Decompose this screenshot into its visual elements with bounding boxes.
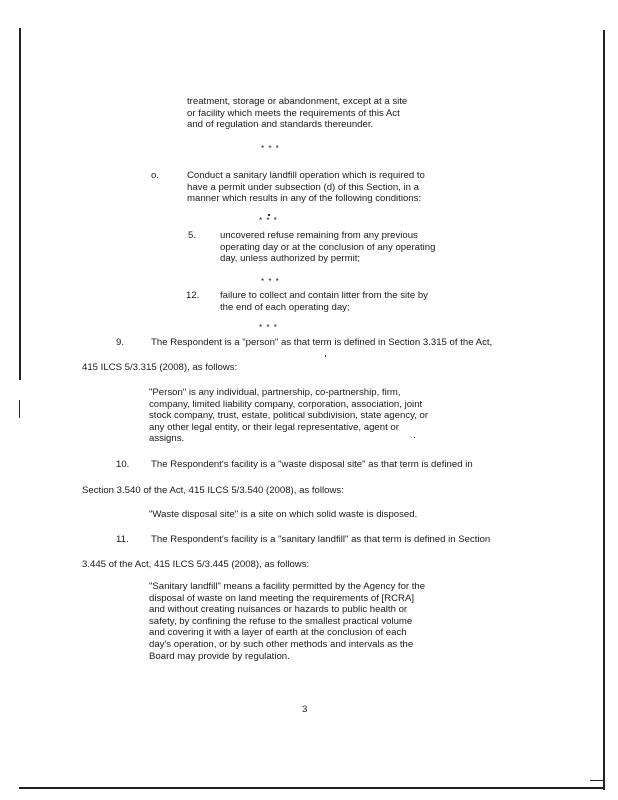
quote-intro-line: treatment, storage or abandonment, except at a site bbox=[187, 96, 408, 107]
left-border-line bbox=[19, 28, 21, 380]
right-border-line bbox=[603, 30, 605, 790]
para-9-line-1: The Respondent is a "person" as that term is defined in Section 3.315 of the Act, bbox=[151, 337, 493, 348]
para-11-quote-line: safety, by confining the refuse to the smallest practical volume bbox=[149, 615, 413, 627]
quote-intro-line: or facility which meets the requirements of this Act bbox=[187, 107, 400, 119]
sub-12-line: the end of each operating day; bbox=[220, 301, 350, 313]
sub-12-text bbox=[220, 290, 428, 313]
para-11-number: 11. bbox=[116, 534, 129, 545]
sub-12-marker: 12. bbox=[186, 290, 200, 301]
scan-speck bbox=[325, 355, 326, 357]
para-10-line-1: The Respondent's facility is a "waste disposal site" as that term is defined in bbox=[151, 459, 473, 470]
para-9-quote bbox=[149, 387, 428, 445]
page-number: 3 bbox=[302, 704, 308, 715]
item-o-line: manner which results in any of the following conditions: bbox=[187, 193, 422, 205]
left-border-line-lower bbox=[19, 400, 20, 418]
para-9-quote-line: any other legal entity, or their legal representative, agent or bbox=[149, 421, 399, 433]
para-11-line-1: The Respondent's facility is a "sanitary landfill" as that term is defined in Section bbox=[151, 534, 491, 545]
ellipsis-marker: * * * bbox=[261, 277, 280, 286]
para-10-quote-line: "Waste disposal site" is a site on which solid waste is disposed. bbox=[149, 509, 418, 520]
para-9-quote-line: assigns. bbox=[149, 433, 185, 445]
sub-12-line: failure to collect and contain litter from the site by bbox=[220, 290, 428, 301]
quote-intro-line: and of regulation and standards thereunder. bbox=[187, 119, 374, 131]
para-9-quote-line: "Person" is any individual, partnership, co-partnership, firm, bbox=[149, 387, 401, 398]
quote-intro bbox=[187, 96, 407, 131]
para-11-quote-line: Board may provide by regulation. bbox=[149, 650, 290, 662]
para-11-quote-line: and covering it with a layer of earth at the conclusion of each bbox=[149, 627, 407, 639]
para-9-line-2: 415 ILCS 5/3.315 (2008), as follows: bbox=[82, 362, 238, 373]
item-o-line: have a permit under subsection (d) of this Section, in a bbox=[187, 181, 419, 193]
bottom-right-mark bbox=[590, 780, 603, 781]
item-o-text bbox=[187, 170, 425, 205]
para-10-line-2: Section 3.540 of the Act, 415 ILCS 5/3.540 (2008), as follows: bbox=[82, 485, 344, 496]
scan-speck bbox=[414, 437, 415, 438]
para-10-quote bbox=[149, 509, 417, 521]
para-9-quote-line: company, limited liability company, corporation, association, joint bbox=[149, 398, 423, 410]
para-9-quote-line: stock company, trust, estate, political subdivision, state agency, or bbox=[149, 410, 429, 422]
para-11-quote bbox=[149, 581, 425, 662]
para-11-quote-line: day's operation, or by such other methods and intervals as the bbox=[149, 638, 414, 650]
para-9-number: 9. bbox=[116, 337, 125, 348]
para-11-quote-line: and without creating nuisances or hazards to public health or bbox=[149, 604, 408, 616]
sub-5-text bbox=[220, 230, 435, 265]
para-11-line-2: 3.445 of the Act, 415 ILCS 5/3.445 (2008), as follows: bbox=[82, 559, 310, 570]
item-o-line: Conduct a sanitary landfill operation which is required to bbox=[187, 170, 425, 181]
sub-5-line: day, unless authorized by permit; bbox=[220, 253, 361, 265]
para-10-number: 10. bbox=[116, 459, 130, 470]
bottom-border-line bbox=[19, 787, 605, 789]
para-11-quote-line: "Sanitary landfill" means a facility permitted by the Agency for the bbox=[149, 581, 426, 592]
sub-5-line: operating day or at the conclusion of any operating bbox=[220, 241, 436, 253]
sub-5-marker: 5. bbox=[188, 230, 197, 241]
ellipsis-marker: * * * bbox=[259, 216, 278, 225]
ellipsis-marker: * * * bbox=[259, 323, 278, 332]
para-11-quote-line: disposal of waste on land meeting the requirements of [RCRA] bbox=[149, 592, 415, 604]
sub-5-line: uncovered refuse remaining from any previous bbox=[220, 230, 418, 241]
item-o-marker: o. bbox=[151, 170, 160, 181]
scan-speck bbox=[268, 214, 270, 216]
ellipsis-marker: * * * bbox=[261, 144, 280, 153]
